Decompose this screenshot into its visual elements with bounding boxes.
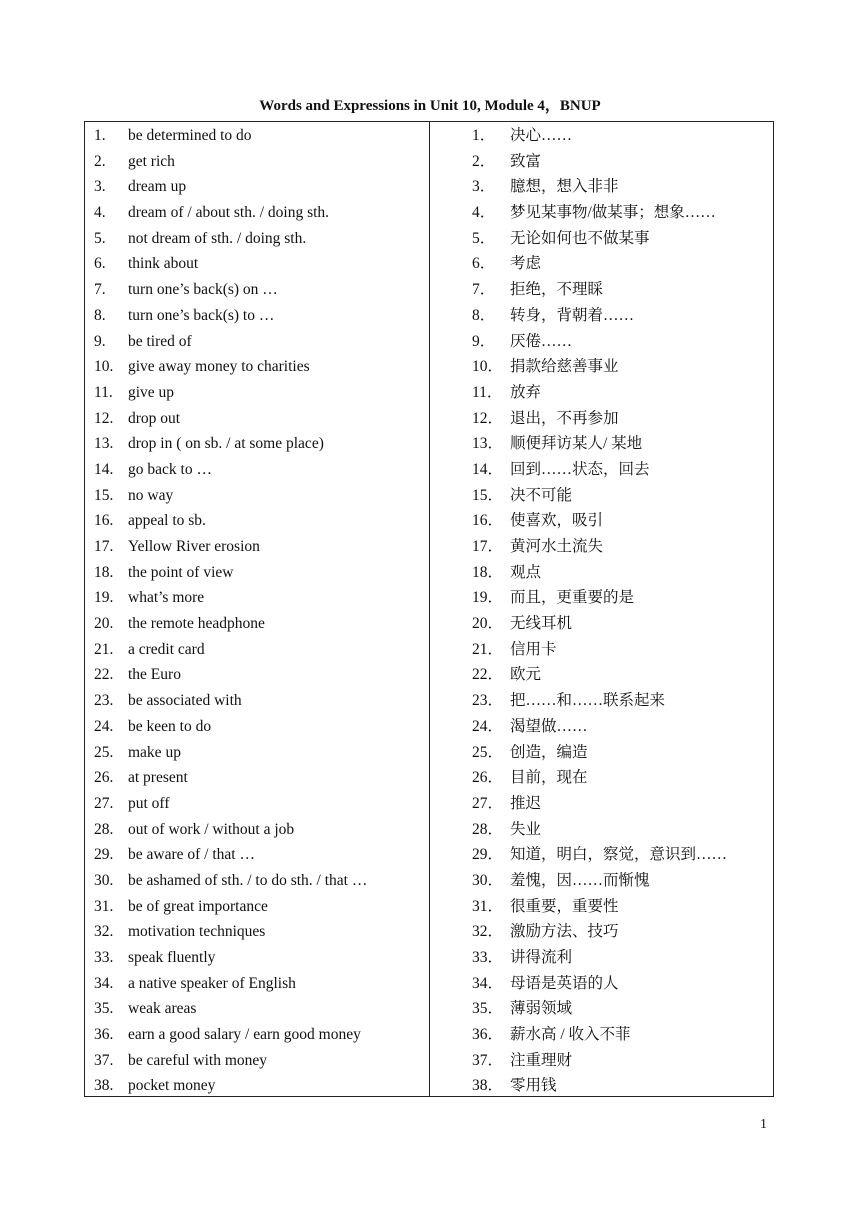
- item-number: 18.: [94, 563, 114, 581]
- item-text: 欧元: [510, 666, 542, 684]
- english-entry: [85, 483, 429, 509]
- english-entry: [85, 329, 429, 355]
- item-text: the point of view: [128, 563, 234, 581]
- item-number: 10.: [94, 358, 114, 376]
- english-entry: [85, 894, 429, 920]
- item-number: 13．: [472, 435, 504, 453]
- english-entry: [85, 945, 429, 971]
- item-number: 20.: [94, 615, 114, 633]
- english-entry: [85, 149, 429, 175]
- item-text: give up: [128, 383, 175, 401]
- item-number: 9.: [94, 332, 106, 350]
- item-number: 30.: [94, 871, 114, 889]
- english-entry: [85, 842, 429, 868]
- item-text: be determined to do: [128, 127, 252, 144]
- chinese-entry: [430, 534, 773, 560]
- item-number: 2.: [94, 152, 106, 170]
- item-text: 转身，背朝着……: [510, 306, 635, 324]
- chinese-entry: [430, 123, 773, 149]
- item-text: Yellow River erosion: [128, 538, 260, 555]
- item-number: 22．: [472, 666, 504, 684]
- item-number: 28．: [472, 820, 504, 838]
- item-number: 17．: [472, 538, 504, 555]
- item-number: 6．: [472, 255, 496, 273]
- item-number: 3．: [472, 178, 496, 196]
- chinese-entry: [430, 251, 773, 277]
- item-text: not dream of sth. / doing sth.: [128, 229, 307, 247]
- chinese-entry: [430, 662, 773, 688]
- chinese-entry: [430, 457, 773, 483]
- item-number: 1．: [472, 127, 496, 144]
- english-entry: [85, 277, 429, 303]
- item-text: be careful with money: [128, 1051, 268, 1069]
- chinese-entry: [430, 277, 773, 303]
- item-text: earn a good salary / earn good money: [128, 1026, 361, 1044]
- item-text: 失业: [510, 820, 542, 838]
- item-text: put off: [128, 794, 170, 812]
- chinese-entry: [430, 765, 773, 791]
- item-text: 而且，更重要的是: [510, 589, 635, 607]
- item-text: make up: [128, 743, 181, 761]
- chinese-entry: [430, 406, 773, 432]
- english-entry: [85, 534, 429, 560]
- item-text: 推迟: [510, 794, 542, 812]
- item-number: 25.: [94, 743, 114, 761]
- item-text: what’s more: [128, 589, 205, 607]
- chinese-entry: [430, 688, 773, 714]
- chinese-entry: [430, 508, 773, 534]
- english-entry: [85, 560, 429, 586]
- item-text: speak fluently: [128, 949, 216, 966]
- item-number: 15．: [472, 486, 504, 504]
- english-entry: [85, 406, 429, 432]
- english-entry: [85, 508, 429, 534]
- item-number: 27.: [94, 794, 114, 812]
- item-number: 11.: [94, 383, 113, 401]
- item-number: 4.: [94, 204, 106, 222]
- item-number: 21.: [94, 640, 114, 658]
- item-number: 37.: [94, 1051, 114, 1069]
- item-number: 24.: [94, 717, 114, 735]
- item-number: 11．: [472, 383, 503, 401]
- item-text: 母语是英语的人: [510, 974, 619, 992]
- english-entry: [85, 817, 429, 843]
- item-text: the Euro: [128, 666, 181, 684]
- chinese-entry: [430, 200, 773, 226]
- item-number: 14．: [472, 460, 504, 478]
- item-number: 7.: [94, 281, 106, 299]
- item-number: 35.: [94, 1000, 114, 1018]
- chinese-entry: [430, 919, 773, 945]
- english-entry: [85, 226, 429, 252]
- item-text: 薄弱领域: [510, 1000, 573, 1018]
- chinese-entry: [430, 740, 773, 766]
- chinese-column: [430, 122, 773, 1096]
- item-number: 31.: [94, 897, 114, 915]
- item-number: 5.: [94, 229, 106, 247]
- item-text: 无线耳机: [510, 615, 573, 633]
- item-number: 7．: [472, 281, 496, 299]
- item-text: 黄河水土流失: [510, 538, 604, 555]
- chinese-entry: [430, 354, 773, 380]
- item-number: 16．: [472, 512, 504, 530]
- item-number: 17.: [94, 538, 114, 555]
- item-text: dream of / about sth. / doing sth.: [128, 204, 330, 222]
- chinese-entry: [430, 380, 773, 406]
- chinese-entry: [430, 945, 773, 971]
- chinese-entry: [430, 329, 773, 355]
- item-number: 36．: [472, 1026, 504, 1044]
- item-number: 16.: [94, 512, 114, 530]
- item-text: be associated with: [128, 692, 242, 710]
- chinese-entry: [430, 611, 773, 637]
- item-text: turn one’s back(s) on …: [128, 281, 278, 299]
- item-text: 厌倦……: [510, 332, 573, 350]
- item-number: 32．: [472, 923, 504, 941]
- item-number: 9．: [472, 332, 496, 350]
- item-text: 决不可能: [510, 486, 573, 504]
- item-text: dream up: [128, 178, 187, 196]
- english-entry: [85, 1073, 429, 1099]
- item-number: 3.: [94, 178, 106, 196]
- item-number: 29.: [94, 846, 114, 864]
- item-text: be ashamed of sth. / to do sth. / that …: [128, 871, 368, 889]
- item-number: 26．: [472, 769, 504, 787]
- english-entry: [85, 611, 429, 637]
- item-text: 很重要，重要性: [510, 897, 619, 915]
- item-number: 23．: [472, 692, 504, 710]
- item-number: 38．: [472, 1077, 504, 1095]
- item-text: 信用卡: [510, 640, 557, 658]
- english-entry: [85, 919, 429, 945]
- item-text: 捐款给慈善事业: [510, 358, 619, 376]
- item-number: 30．: [472, 871, 504, 889]
- item-text: 臆想，想入非非: [510, 178, 619, 196]
- english-entry: [85, 1022, 429, 1048]
- item-text: 目前，现在: [510, 769, 588, 787]
- item-text: 拒绝，不理睬: [510, 281, 604, 299]
- item-number: 27．: [472, 794, 504, 812]
- english-entry: [85, 251, 429, 277]
- english-entry: [85, 971, 429, 997]
- item-text: drop in ( on sb. / at some place): [128, 435, 324, 453]
- english-entry: [85, 662, 429, 688]
- item-text: 考虑: [510, 255, 542, 273]
- english-entry: [85, 637, 429, 663]
- item-number: 35．: [472, 1000, 504, 1018]
- english-entry: [85, 791, 429, 817]
- chinese-entry: [430, 174, 773, 200]
- item-number: 4．: [472, 204, 496, 222]
- item-text: turn one’s back(s) to …: [128, 306, 275, 324]
- vocabulary-table: [84, 121, 774, 1097]
- item-number: 14.: [94, 460, 114, 478]
- item-text: 创造，编造: [510, 743, 588, 761]
- english-entry: [85, 688, 429, 714]
- item-text: be tired of: [128, 332, 192, 350]
- item-text: 梦见某事物/做某事；想象……: [510, 204, 716, 222]
- chinese-entry: [430, 637, 773, 663]
- chinese-entry: [430, 971, 773, 997]
- item-number: 12．: [472, 409, 504, 427]
- item-number: 24．: [472, 717, 504, 735]
- item-number: 34.: [94, 974, 114, 992]
- english-column: [85, 122, 430, 1096]
- chinese-entry: [430, 1022, 773, 1048]
- item-number: 37．: [472, 1051, 504, 1069]
- item-number: 15.: [94, 486, 114, 504]
- chinese-entry: [430, 868, 773, 894]
- item-text: 回到……状态，回去: [510, 460, 650, 478]
- item-number: 10．: [472, 358, 504, 376]
- item-text: think about: [128, 255, 199, 273]
- item-number: 29．: [472, 846, 504, 864]
- item-number: 33.: [94, 949, 114, 966]
- item-text: no way: [128, 486, 174, 504]
- english-entry: [85, 996, 429, 1022]
- item-text: motivation techniques: [128, 923, 266, 941]
- chinese-entry: [430, 585, 773, 611]
- item-text: 放弃: [510, 383, 542, 401]
- item-text: 激励方法、技巧: [510, 923, 619, 941]
- english-entry: [85, 740, 429, 766]
- item-text: 观点: [510, 563, 542, 581]
- item-text: a native speaker of English: [128, 974, 296, 992]
- item-number: 18．: [472, 563, 504, 581]
- item-text: go back to …: [128, 460, 212, 478]
- item-text: the remote headphone: [128, 615, 265, 633]
- chinese-entry: [430, 483, 773, 509]
- item-text: pocket money: [128, 1077, 216, 1095]
- item-text: appeal to sb.: [128, 512, 206, 530]
- item-text: 顺便拜访某人/ 某地: [510, 435, 643, 453]
- item-text: drop out: [128, 409, 181, 427]
- english-entry: [85, 765, 429, 791]
- item-number: 1.: [94, 127, 106, 144]
- item-text: 致富: [510, 152, 542, 170]
- item-text: give away money to charities: [128, 358, 310, 376]
- item-text: 羞愧，因……而惭愧: [510, 871, 650, 889]
- english-entry: [85, 868, 429, 894]
- item-number: 12.: [94, 409, 114, 427]
- item-text: out of work / without a job: [128, 820, 295, 838]
- item-text: get rich: [128, 152, 175, 170]
- item-number: 19．: [472, 589, 504, 607]
- item-text: be of great importance: [128, 897, 268, 915]
- chinese-entry: [430, 226, 773, 252]
- item-text: be keen to do: [128, 717, 212, 735]
- chinese-entry: [430, 1048, 773, 1074]
- chinese-entry: [430, 996, 773, 1022]
- item-number: 13.: [94, 435, 114, 453]
- item-number: 33．: [472, 949, 504, 966]
- english-entry: [85, 200, 429, 226]
- item-text: 使喜欢，吸引: [510, 512, 604, 530]
- chinese-entry: [430, 842, 773, 868]
- item-text: 渴望做……: [510, 717, 588, 735]
- item-text: be aware of / that …: [128, 846, 255, 864]
- item-number: 2．: [472, 152, 496, 170]
- chinese-entry: [430, 431, 773, 457]
- item-number: 8．: [472, 306, 496, 324]
- english-entry: [85, 431, 429, 457]
- item-number: 23.: [94, 692, 114, 710]
- item-text: 零用钱: [510, 1077, 557, 1095]
- item-number: 6.: [94, 255, 106, 273]
- item-number: 20．: [472, 615, 504, 633]
- item-number: 19.: [94, 589, 114, 607]
- item-number: 22.: [94, 666, 114, 684]
- item-text: 退出，不再参加: [510, 409, 619, 427]
- item-number: 38.: [94, 1077, 114, 1095]
- english-entry: [85, 380, 429, 406]
- item-text: 讲得流利: [510, 949, 573, 966]
- item-text: 决心……: [510, 127, 573, 144]
- item-text: 薪水高 / 收入不菲: [510, 1026, 631, 1044]
- item-number: 31．: [472, 897, 504, 915]
- item-number: 34．: [472, 974, 504, 992]
- chinese-entry: [430, 560, 773, 586]
- item-text: 知道，明白，察觉，意识到……: [510, 846, 728, 864]
- english-entry: [85, 303, 429, 329]
- chinese-entry: [430, 149, 773, 175]
- english-entry: [85, 123, 429, 149]
- item-number: 36.: [94, 1026, 114, 1044]
- chinese-entry: [430, 714, 773, 740]
- item-number: 5．: [472, 229, 496, 247]
- english-entry: [85, 1048, 429, 1074]
- document-title: Words and Expressions in Unit 10, Module 4，BNUP: [259, 98, 601, 114]
- item-text: weak areas: [128, 1000, 197, 1018]
- item-number: 26.: [94, 769, 114, 787]
- chinese-entry: [430, 894, 773, 920]
- english-entry: [85, 174, 429, 200]
- chinese-entry: [430, 817, 773, 843]
- item-text: 无论如何也不做某事: [510, 229, 650, 247]
- chinese-entry: [430, 1073, 773, 1099]
- item-number: 21．: [472, 640, 504, 658]
- item-number: 28.: [94, 820, 114, 838]
- page-number: 1: [760, 1117, 767, 1132]
- item-number: 8.: [94, 306, 106, 324]
- item-text: 把……和……联系起来: [510, 692, 666, 710]
- english-entry: [85, 714, 429, 740]
- english-entry: [85, 585, 429, 611]
- chinese-entry: [430, 791, 773, 817]
- item-text: 注重理财: [510, 1051, 573, 1069]
- item-number: 32.: [94, 923, 114, 941]
- item-text: a credit card: [128, 640, 205, 658]
- item-text: at present: [128, 769, 188, 787]
- chinese-entry: [430, 303, 773, 329]
- item-number: 25．: [472, 743, 504, 761]
- english-entry: [85, 354, 429, 380]
- english-entry: [85, 457, 429, 483]
